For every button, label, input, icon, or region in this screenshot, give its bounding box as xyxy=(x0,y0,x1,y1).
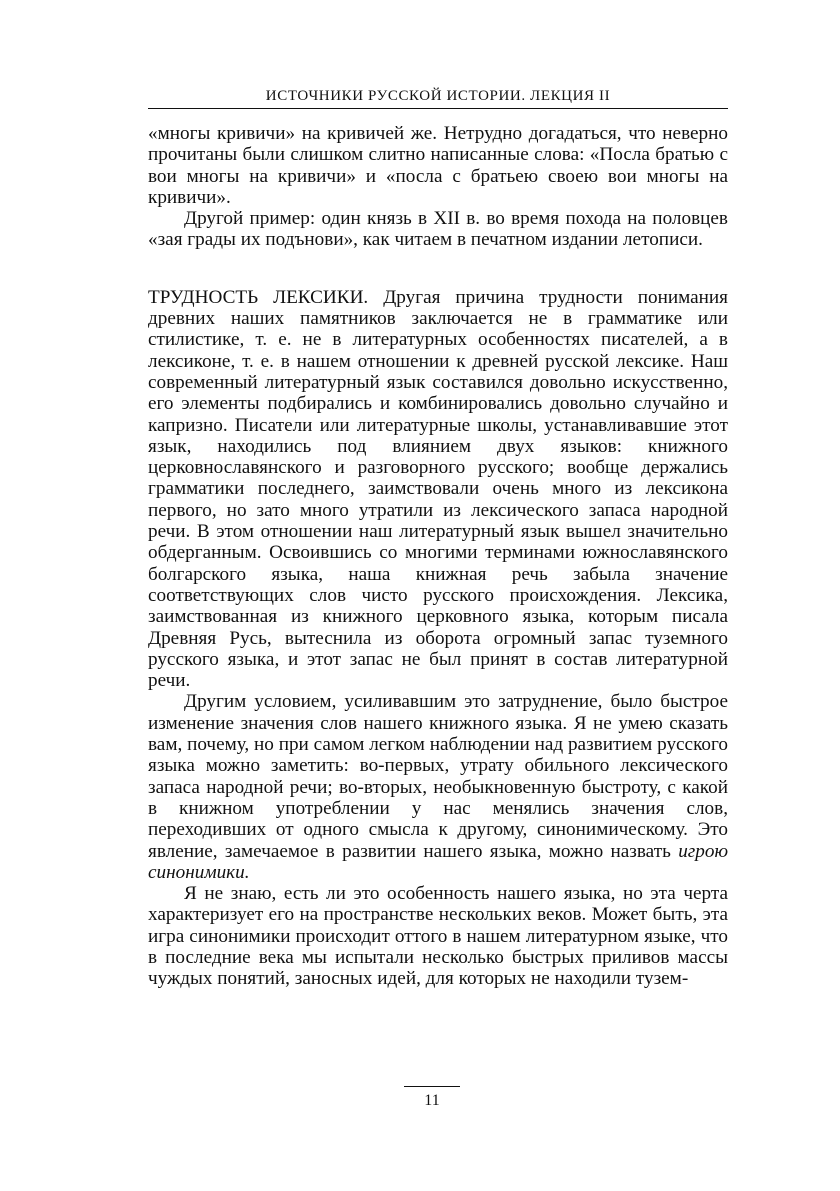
section-title: ТРУДНОСТЬ ЛЕКСИКИ. xyxy=(148,286,369,308)
italic-term: игрою синонимики. xyxy=(148,840,728,883)
paragraph-lexicon xyxy=(148,287,728,692)
body-text xyxy=(148,123,728,990)
running-header: ИСТОЧНИКИ РУССКОЙ ИСТОРИИ. ЛЕКЦИЯ II xyxy=(265,88,611,104)
paragraph-synonymy xyxy=(148,691,728,883)
section-gap xyxy=(148,251,728,287)
header-rule xyxy=(148,108,728,109)
paragraph-example: Другой пример: один князь в XII в. во время похода на половцев «зая грады их подънови», как читаем в печатном издании летописи. xyxy=(148,208,728,251)
page-number: 11 xyxy=(424,1092,440,1109)
page-number-rule xyxy=(404,1086,460,1087)
paragraph-synonymy-text: Другим условием, усиливавшим это затруднение, было быстрое изменение значения слов нашего книжного языка. Я не умею сказать вам, почему, но при самом легком наблюдении над развитием русского языка можно заметить: во-первых, утрату обильного лексического запаса народной речи; во-вторых, необыкновенную быстроту, с какой в книжном употреблении у нас менялись значения слов, переходивших от одного смысла к другому, синонимическому. Это явление, замечаемое в развитии нашего языка, можно назвать xyxy=(148,691,728,862)
paragraph-conclusion: Я не знаю, есть ли это особенность нашего языка, но эта черта характеризует его на пространстве нескольких веков. Может быть, эта игра синонимики происходит оттого в нашем литературном языке, что в последние века мы испытали несколько быстрых приливов массы чуждых понятий, заносных идей, для которых не находили тузем- xyxy=(148,883,728,990)
paragraph-continuation: «многы кривичи» на кривичей же. Нетрудно догадаться, что неверно прочитаны были слишком слитно написанные слова: «Посла братью с вои многы на кривичи» и «посла с братьею своею вои многы на кривичи». xyxy=(148,123,728,208)
paragraph-lexicon-text: Другая причина трудности понимания древних наших памятников заключается не в грамматике или стилистике, т. е. не в литературных особенностях писателей, а в лексиконе, т. е. в нашем отношении к древней русской лексике. Наш современный литературный язык составился довольно искусственно, его элементы подбирались и комбинировались довольно случайно и капризно. Писатели или литературные школы, устанавливавшие этот язык, находились под влиянием двух языков: книжного церковнославянского и разговорного русского; вообще держались грамматики последнего, заимствовали очень много из лексикона первого, но зато много утратили из лексического запаса народной речи. В этом отношении наш литературный язык вышел значительно обдерганным. Освоившись со многими терминами южнославянского болгарского языка, наша книжная речь забыла значение соответствующих слов чисто русского происхождения. Лексика, заимствованная из книжного церковного языка, которым писала Древняя Русь, вытеснила из оборота огромный запас туземного русского языка, и этот запас не был принят в состав литературной речи. xyxy=(148,286,728,692)
